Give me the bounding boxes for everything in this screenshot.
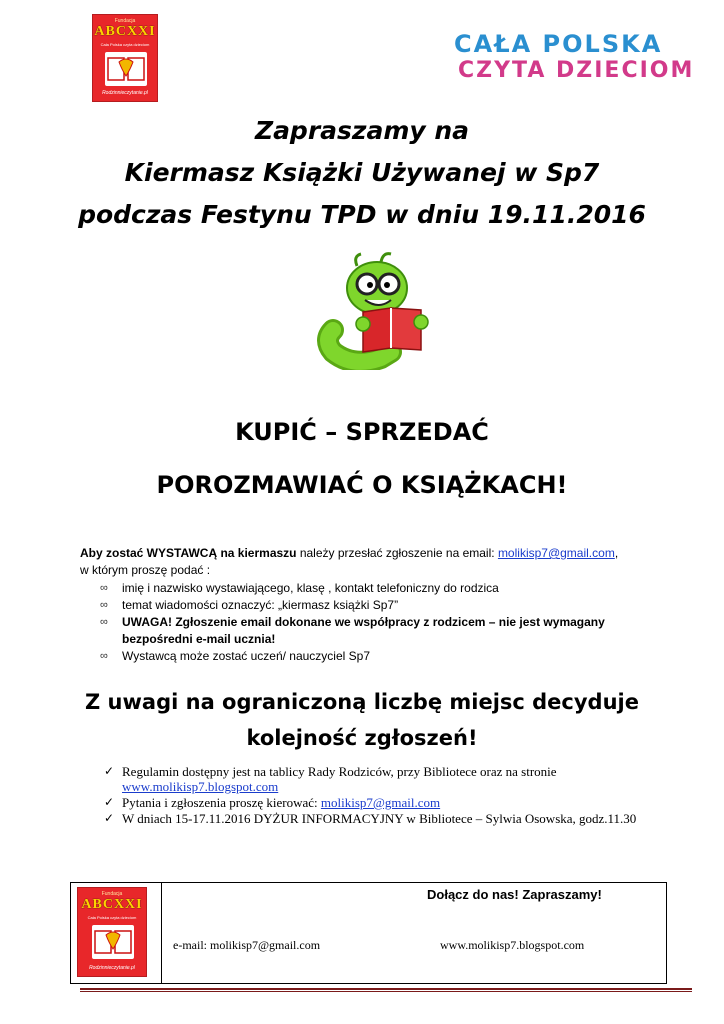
- infinity-bullet-icon: ∞: [100, 650, 108, 662]
- footer-box: [70, 882, 667, 984]
- checkmark-icon: ✓: [104, 764, 115, 778]
- logo-brand: ABCXXI: [94, 24, 156, 39]
- footer-rule: [80, 991, 692, 992]
- logo-footer: Rodzinnieczytanie.pl: [102, 90, 148, 96]
- notice-line1: Z uwagi na ograniczoną liczbę miejsc decyduje: [85, 690, 639, 714]
- intro-paragraph: [80, 545, 680, 579]
- infinity-bullet-icon: ∞: [100, 582, 108, 594]
- infinity-bullet-icon: ∞: [100, 599, 108, 611]
- logo-sub: Cała Polska czyta dzieciom: [100, 42, 150, 47]
- cp-line1: CAŁA POLSKA: [454, 30, 663, 58]
- notice-line2: kolejność zgłoszeń!: [246, 726, 478, 750]
- footer-website: www.molikisp7.blogspot.com: [440, 938, 585, 952]
- book-icon: [92, 925, 134, 959]
- intro-line2: w którym proszę podać :: [80, 563, 211, 577]
- list-item: ∞ imię i nazwisko wystawiającego, klasę , kontakt telefoniczny do rodzica: [100, 581, 499, 595]
- blog-link[interactable]: www.molikisp7.blogspot.com: [122, 779, 279, 794]
- abcxxi-logo: [92, 14, 158, 102]
- intro-email-link[interactable]: molikisp7@gmail.com: [497, 546, 615, 560]
- info-checklist: [104, 764, 664, 827]
- list-item: ∞ temat wiadomości oznaczyć: „kiermasz książki Sp7”: [100, 598, 399, 612]
- infinity-bullet-icon: ∞: [100, 616, 108, 628]
- headline-buy-sell: KUPIĆ – SPRZEDAĆ: [235, 418, 489, 446]
- headline-talk-books: POROZMAWIAĆ O KSIĄŻKACH!: [156, 471, 568, 499]
- exhibitor-requirements-list: [100, 580, 660, 665]
- title-line3: podczas Festynu TPD w dniu 19.11.2016: [78, 200, 646, 229]
- intro-trailing: ,: [614, 546, 619, 560]
- list-item: ∞ UWAGA! Zgłoszenie email dokonane we współpracy z rodzicem – nie jest wymagany bezpośredni e-mail ucznia!: [100, 615, 605, 646]
- cp-line2: CZYTA DZIECIOM: [458, 58, 695, 83]
- logo-tag: Fundacja: [114, 18, 136, 24]
- list-item: ∞ Wystawcą może zostać uczeń/ nauczyciel Sp7: [100, 649, 370, 663]
- intro-bold: Aby zostać WYSTAWCĄ na kiermaszu: [80, 546, 297, 560]
- footer-join-text: Dołącz do nas! Zapraszamy!: [427, 887, 602, 902]
- title-line1: Zapraszamy na: [254, 116, 470, 145]
- checkmark-icon: ✓: [104, 795, 115, 809]
- checkmark-icon: ✓: [104, 811, 115, 825]
- footer-abcxxi-logo: Fundacja ABCXXI Cała Polska czyta dzieciom Rodzinnieczytanie.pl: [77, 887, 147, 977]
- list-item: ✓ Regulamin dostępny jest na tablicy Rady Rodziców, przy Bibliotece oraz na stronie www.molikisp7.blogspot.com: [104, 764, 557, 794]
- list-item: ✓ W dniach 15-17.11.2016 DYŻUR INFORMACYJNY w Bibliotece – Sylwia Osowska, godz.11.30: [104, 811, 637, 826]
- cala-polska-logo: [452, 30, 695, 90]
- intro-text: należy przesłać zgłoszenie na email:: [296, 546, 498, 560]
- footer-email: e-mail: molikisp7@gmail.com: [173, 938, 321, 952]
- contact-email-link[interactable]: molikisp7@gmail.com: [320, 795, 441, 810]
- title-line2: Kiermasz Książki Używanej w Sp7: [124, 158, 600, 187]
- footer-divider: [161, 883, 162, 983]
- list-item: ✓ Pytania i zgłoszenia proszę kierować: molikisp7@gmail.com: [104, 795, 441, 810]
- book-icon: [105, 52, 147, 86]
- bookworm-illustration: [315, 252, 445, 370]
- footer-rule: [80, 988, 692, 990]
